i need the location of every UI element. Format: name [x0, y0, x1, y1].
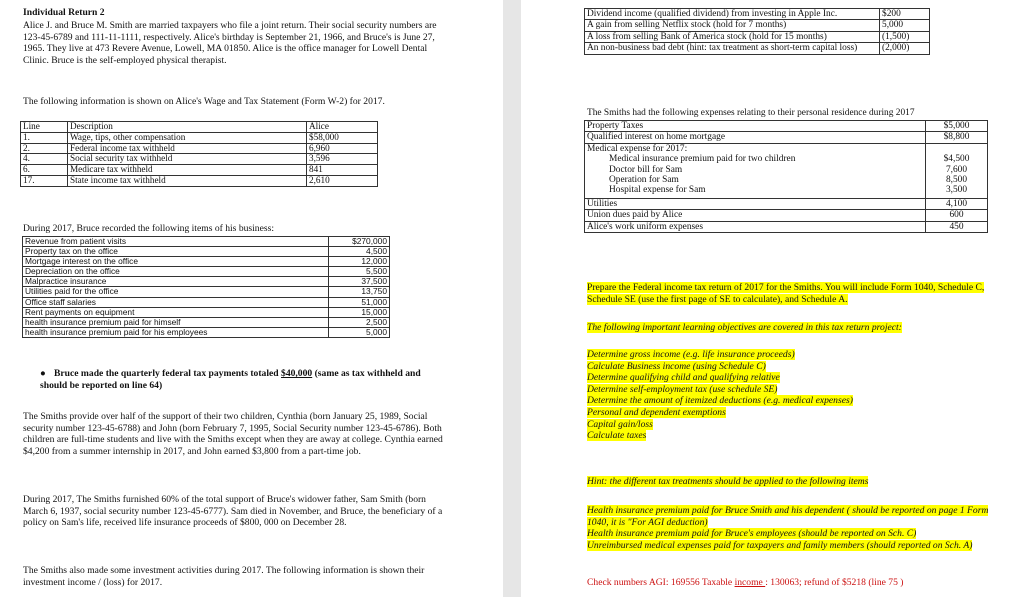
table-row [23, 297, 390, 307]
table-row [23, 267, 390, 277]
investment-item: A loss from selling Bank of America stock (hold for 15 months) [585, 31, 880, 42]
prepare-text: Prepare the Federal income tax return of 2017 for the Smiths. You will include Form 1040, Schedule C, Schedule SE (use the first page of SE to calculate), and Schedule A. [587, 282, 985, 305]
medical-amount: 8,500 [945, 175, 968, 186]
w2-table [20, 121, 378, 187]
business-amount: $270,000 [329, 237, 390, 247]
business-intro: During 2017, Bruce recorded the following items of his business: [23, 223, 274, 234]
business-item: Depreciation on the office [23, 267, 329, 277]
check-numbers [587, 577, 1017, 589]
investment-amount: (2,000) [880, 43, 930, 54]
residence-item: Property Taxes [585, 121, 926, 132]
business-item: Office staff salaries [23, 297, 329, 307]
table-row [23, 257, 390, 267]
objectives-intro-text: The following important learning objectives are covered in this tax return project: [587, 322, 902, 333]
list-item: Capital gain/loss [587, 418, 653, 430]
check-text: Check numbers AGI: 169556 Taxable [587, 577, 735, 588]
list-item: Calculate Business income (using Schedule C) [587, 360, 766, 372]
list-item: Unreimbursed medical expenses paid for taxpayers and family members (should reported on Sch. A) [587, 539, 973, 551]
table-row [21, 132, 378, 143]
residence-item: Utilities [585, 198, 926, 209]
business-item: Mortgage interest on the office [23, 257, 329, 267]
w2-description: Medicare tax withheld [68, 165, 307, 176]
table-row [21, 175, 378, 186]
table-row [585, 221, 988, 232]
table-row [585, 210, 988, 221]
business-amount: 13,750 [329, 287, 390, 297]
business-amount: 4,500 [329, 247, 390, 257]
business-amount: 37,500 [329, 277, 390, 287]
table-row [585, 143, 988, 198]
w2-line: 4. [21, 154, 68, 165]
residence-item: Union dues paid by Alice [585, 210, 926, 221]
business-amount: 51,000 [329, 297, 390, 307]
check-income-word: income [734, 577, 766, 588]
list-item: Personal and dependent exemptions [587, 406, 726, 418]
table-row [23, 317, 390, 327]
bullet-text: Bruce made the quarterly federal tax payments totaled [54, 368, 282, 379]
investment-table [584, 8, 930, 55]
table-row [585, 132, 988, 143]
table-row [23, 287, 390, 297]
w2-intro: The following information is shown on Alice's Wage and Tax Statement (Form W-2) for 2017. [23, 96, 385, 107]
business-amount: 2,500 [329, 317, 390, 327]
table-row [23, 307, 390, 317]
investment-amount: 5,000 [880, 20, 930, 31]
residence-intro: The Smiths had the following expenses relating to their personal residence during 2017 [587, 108, 915, 118]
table-row [21, 154, 378, 165]
w2-amount: 6,960 [307, 143, 378, 154]
bullet-amount: $40,000 [281, 368, 313, 379]
residence-amount: 450 [926, 221, 988, 232]
investment-intro: The Smiths also made some investment activities during 2017. The following information is shown their investment income / (loss) for 2017. [23, 565, 425, 588]
w2-amount: $58,000 [307, 132, 378, 143]
residence-amount: 4,100 [926, 198, 988, 209]
w2-header-line: Line [21, 122, 68, 133]
w2-header-description: Description [68, 122, 307, 133]
w2-line: 2. [21, 143, 68, 154]
list-item: Determine qualifying child and qualifying relative [587, 372, 780, 384]
residence-amount: $8,800 [926, 132, 988, 143]
w2-amount: 2,610 [307, 175, 378, 186]
list-item: Health insurance premium paid for Bruce's employees (should be reported on Sch. C) [587, 528, 917, 540]
check-text-end: : 130063; refund of $5218 (line 75 ) [765, 577, 904, 588]
hint-list [587, 505, 1005, 551]
business-item: health insurance premium paid for his employees [23, 327, 329, 337]
table-row [23, 237, 390, 247]
investment-amount: $200 [880, 9, 930, 20]
w2-header-alice: Alice [307, 122, 378, 133]
intro-paragraph: Alice J. and Bruce M. Smith are married taxpayers who file a joint return. Their social security numbers are 123-45-6789 and 111-11-1111, respectively. Alice's birthday is September 21, 1966, and Bruce's is June 27, 1965. They live at 473 Revere Avenue, Lowell, MA 01850. Alice is the office manager for Lowell Dental Clinic. Bruce is the self-employed physical therapist. [23, 20, 437, 66]
w2-description: Wage, tips, other compensation [68, 132, 307, 143]
medical-item: Doctor bill for Sam [609, 164, 683, 175]
residence-amount: 600 [926, 210, 988, 221]
table-row [23, 327, 390, 337]
prepare-instructions [587, 282, 1005, 305]
medical-amount: $4,500 [943, 154, 970, 165]
father-paragraph: During 2017, The Smiths furnished 60% of the total support of Bruce's widower father, Sam Smith (born March 6, 1937, social security number 123-45-6777). Sam died in November, and Bruce, the beneficiary of a policy on Sam's life, received life insurance proceeds of $800, 000 on December 28. [23, 494, 443, 529]
w2-description: Federal income tax withheld [68, 143, 307, 154]
table-row [21, 165, 378, 176]
business-amount: 12,000 [329, 257, 390, 267]
list-item: Determine the amount of itemized deductions (e.g. medical expenses) [587, 395, 853, 407]
w2-description: Social security tax withheld [68, 154, 307, 165]
objectives-intro [587, 322, 1005, 334]
business-amount: 5,500 [329, 267, 390, 277]
estimated-payments-bullet [40, 368, 430, 391]
table-row [21, 143, 378, 154]
page-gutter [503, 0, 521, 597]
hint-text: Hint: the different tax treatments should be applied to the following items [587, 476, 869, 487]
business-item: Revenue from patient visits [23, 237, 329, 247]
w2-line: 17. [21, 175, 68, 186]
business-table [22, 236, 390, 338]
table-row [585, 20, 930, 31]
investment-item: A gain from selling Netflix stock (hold for 7 months) [585, 20, 880, 31]
business-item: Rent payments on equipment [23, 307, 329, 317]
list-item: Determine gross income (e.g. life insurance proceeds) [587, 349, 795, 360]
table-row [585, 43, 930, 54]
w2-amount: 841 [307, 165, 378, 176]
left-page [0, 0, 503, 597]
objectives-list [587, 349, 1005, 442]
table-row [23, 277, 390, 287]
business-item: Malpractice insurance [23, 277, 329, 287]
bullet-text-end: (same as tax withheld and should be reported on line 64) [40, 368, 421, 391]
table-row [585, 31, 930, 42]
list-item: Determine self-employment tax (use schedule SE) [587, 383, 778, 395]
business-item: health insurance premium paid for himself [23, 317, 329, 327]
investment-item: An non-business bad debt (hint: tax treatment as short-term capital loss) [585, 43, 880, 54]
w2-amount: 3,596 [307, 154, 378, 165]
document-title: Individual Return 2 [23, 7, 105, 18]
business-item: Utilities paid for the office [23, 287, 329, 297]
medical-item: Hospital expense for Sam [609, 185, 706, 196]
residence-amount: $5,000 [926, 121, 988, 132]
business-item: Property tax on the office [23, 247, 329, 257]
w2-description: State income tax withheld [68, 175, 307, 186]
table-row [585, 9, 930, 20]
bullet-icon: ● [40, 368, 46, 379]
medical-amount: 7,600 [945, 164, 968, 175]
medical-item: Operation for Sam [609, 175, 679, 186]
medical-header: Medical expense for 2017: [587, 143, 688, 154]
table-row [23, 247, 390, 257]
business-amount: 15,000 [329, 307, 390, 317]
table-row [585, 198, 988, 209]
residence-item: Alice's work uniform expenses [585, 221, 926, 232]
list-item: Health insurance premium paid for Bruce Smith and his dependent ( should be reported on page 1 Form 1040, it is "For AGI deduction) [587, 505, 989, 528]
medical-item: Medical insurance premium paid for two children [609, 154, 796, 165]
business-amount: 5,000 [329, 327, 390, 337]
list-item: Calculate taxes [587, 430, 647, 442]
investment-amount: (1,500) [880, 31, 930, 42]
residence-item: Qualified interest on home mortgage [585, 132, 926, 143]
medical-amount: 3,500 [945, 185, 968, 196]
hint-line [587, 476, 1005, 488]
table-row [585, 121, 988, 132]
investment-item: Dividend income (qualified dividend) from investing in Apple Inc. [585, 9, 880, 20]
w2-line: 1. [21, 132, 68, 143]
children-paragraph: The Smiths provide over half of the support of their two children, Cynthia (born January 25, 1989, Social security number 123-45-6788) and John (born February 7, 1995, Social Security number 123-45-6786). Both children are full-time students and live with the Smiths except when they are away at college. Cynthia earned $4,200 from a summer internship in 2017, and John earned $3,800 from a part-time job. [23, 411, 443, 457]
right-page [521, 0, 1024, 597]
w2-line: 6. [21, 165, 68, 176]
residence-table [584, 120, 988, 233]
